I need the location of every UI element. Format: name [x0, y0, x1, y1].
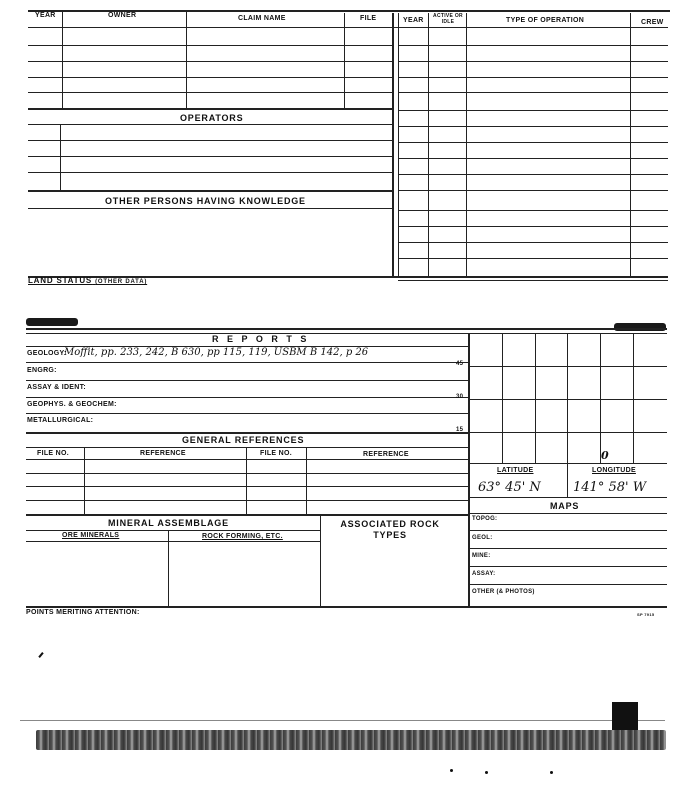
reference-header-1: REFERENCE [140, 450, 186, 457]
engrg-label: ENGRG: [27, 367, 57, 374]
grid-col [567, 333, 568, 463]
file-no-header-2: FILE NO. [260, 450, 292, 457]
operators-col-divider [60, 124, 61, 190]
ops-row-line [398, 142, 668, 143]
grid-col [633, 333, 634, 463]
report-row-line [26, 380, 468, 381]
claims-row-line [28, 108, 392, 110]
maps-top-line [468, 497, 667, 498]
grid-col [502, 333, 503, 463]
general-references-heading-line [26, 447, 468, 448]
ops-row-line [398, 45, 668, 46]
report-row-line [26, 413, 468, 414]
maps-row-line [468, 566, 667, 567]
general-references-heading: GENERAL REFERENCES [182, 435, 305, 445]
scale-15: 15 [456, 427, 464, 433]
reference-header-2: REFERENCE [363, 451, 409, 458]
maps-row-line [468, 548, 667, 549]
ops-row-line [398, 174, 668, 175]
ops-row-line [398, 242, 668, 243]
stray-mark [38, 652, 43, 658]
ops-row-line [398, 110, 668, 111]
longitude-label: LONGITUDE [592, 467, 636, 474]
grid-mark: 0 [601, 449, 609, 462]
top-section-bottom-double [398, 280, 668, 281]
longitude-value: 141° 58' W [573, 480, 647, 495]
mineral-inner-divider [168, 530, 169, 606]
stray-dot [485, 771, 488, 774]
latitude-label: LATITUDE [497, 467, 534, 474]
assay-map-label: ASSAY: [472, 571, 496, 577]
claims-year-header: YEAR [35, 12, 56, 19]
topog-label: TOPOG: [472, 516, 498, 522]
mineral-col-divider [320, 514, 321, 606]
ops-year-header: YEAR [403, 17, 424, 24]
claims-col-divider [62, 11, 63, 108]
claims-row-line [28, 45, 392, 46]
file-no-header-1: FILE NO. [37, 450, 69, 457]
scan-block [612, 702, 638, 730]
geol-label: GEOL: [472, 535, 493, 541]
ore-minerals-header: ORE MINERALS [62, 532, 120, 539]
report-row-line [26, 397, 468, 398]
ops-row-line [398, 61, 668, 62]
associated-rock-types-heading: ASSOCIATED ROCK TYPES [340, 519, 440, 540]
geophys-label: GEOPHYS. & GEOCHEM: [27, 401, 117, 408]
grid-col [600, 333, 601, 463]
mineral-col-header-line [26, 541, 320, 542]
stray-dot [550, 771, 553, 774]
ops-col-divider [466, 13, 467, 278]
operators-row-line [28, 124, 392, 125]
mineral-top [26, 514, 468, 516]
reports-top-border-2 [26, 333, 667, 334]
ops-row-line [398, 77, 668, 78]
reports-bottom-border [26, 606, 667, 608]
land-status-heading [28, 276, 147, 285]
other-photos-label: OTHER (& PHOTOS) [472, 589, 535, 595]
metallurgical-label: METALLURGICAL: [27, 417, 94, 424]
mine-label: MINE: [472, 553, 491, 559]
ops-row-line [398, 92, 668, 93]
claims-row-line [28, 92, 392, 93]
mineral-assemblage-heading: MINERAL ASSEMBLAGE [108, 518, 229, 528]
ops-col-divider [630, 13, 631, 278]
operators-heading: OPERATORS [180, 113, 244, 123]
ops-row-line [398, 226, 668, 227]
file-header: FILE [360, 15, 377, 22]
latlong-divider [567, 463, 568, 498]
other-persons-line [28, 208, 392, 209]
maps-heading-line [468, 513, 667, 514]
form-number: SP 7915 [637, 612, 655, 617]
gen-ref-col-divider [306, 447, 307, 514]
claim-name-header: CLAIM NAME [238, 15, 286, 22]
ops-col-divider [428, 13, 429, 278]
reports-heading: R E P O R T S [212, 334, 310, 344]
ops-row-line [398, 126, 668, 127]
rock-forming-header: ROCK FORMING, ETC. [202, 533, 283, 540]
maps-row-line [468, 530, 667, 531]
ops-row-line [398, 258, 668, 259]
grid-row [468, 366, 667, 367]
operators-row-line [28, 156, 392, 157]
main-vertical-divider [392, 13, 394, 278]
other-persons-heading: OTHER PERSONS HAVING KNOWLEDGE [105, 196, 306, 206]
crew-header: CREW [641, 19, 664, 26]
latitude-value: 63° 45' N [478, 480, 541, 495]
gen-ref-row-line [26, 473, 468, 474]
scan-noise-band [36, 730, 666, 750]
assay-label: ASSAY & IDENT: [27, 384, 87, 391]
points-meriting-label: POINTS MERITING ATTENTION: [26, 609, 140, 616]
ops-row-line [398, 210, 668, 211]
grid-row [468, 399, 667, 400]
report-row-line [26, 362, 468, 363]
grid-row [468, 432, 667, 433]
claims-row-line [28, 77, 392, 78]
scan-smudge [26, 318, 78, 326]
ops-col-divider [398, 13, 399, 278]
owner-header: OWNER [108, 12, 137, 19]
stray-dot [450, 769, 453, 772]
maps-row-line [468, 584, 667, 585]
land-status-sub-label: (OTHER DATA) [95, 279, 148, 285]
header-underline [28, 27, 668, 28]
gen-ref-row-line [26, 486, 468, 487]
ops-row-line [398, 190, 668, 191]
claims-row-line [28, 61, 392, 62]
scale-30: 30 [456, 394, 464, 400]
reports-top-border [26, 328, 667, 330]
geology-label: GEOLOGY: [27, 350, 67, 357]
geology-entry: Moffit, pp. 233, 242, B 630, pp 115, 119, USBM B 142, p 26 [64, 347, 369, 358]
gen-ref-col-divider [84, 447, 85, 514]
operators-row-line [28, 172, 392, 173]
mineral-heading-line [26, 530, 320, 531]
scan-line [20, 720, 665, 721]
ops-row-line [398, 158, 668, 159]
gen-ref-row-line [26, 459, 468, 460]
grid-col [535, 333, 536, 463]
maps-heading: MAPS [550, 501, 580, 511]
claims-col-divider [186, 11, 187, 108]
active-idle-header: ACTIVE OR IDLE [433, 13, 463, 25]
scale-45: 45 [456, 361, 464, 367]
land-status-label: LAND STATUS [28, 276, 93, 285]
general-references-top [26, 432, 468, 434]
operators-row-line [28, 140, 392, 141]
gen-ref-row-line [26, 500, 468, 501]
gen-ref-col-divider [246, 447, 247, 514]
operators-row-line [28, 190, 392, 192]
type-of-operation-header: TYPE OF OPERATION [506, 17, 585, 24]
